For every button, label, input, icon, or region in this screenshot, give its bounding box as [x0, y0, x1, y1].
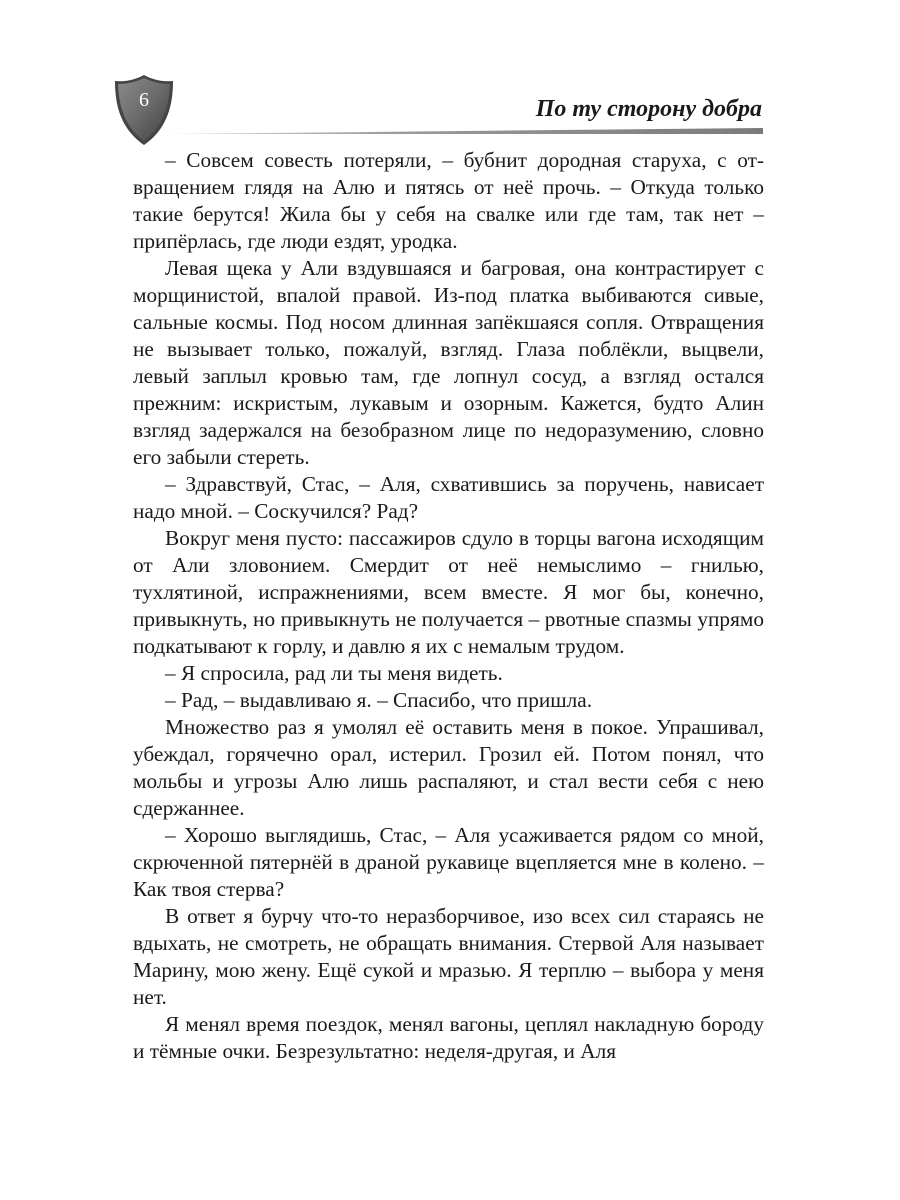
page-header	[0, 0, 900, 150]
paragraph: – Совсем совесть потеряли, – бубнит дородная старуха, с отвращением глядя на Алю и пятясь от неё прочь. – Откуда только такие берутся! Жила бы у себя на свалке или где там, так нет – припёрлась, где люди ездят, уродка.	[133, 148, 764, 253]
paragraph: – Я спросила, рад ли ты меня видеть.	[165, 661, 503, 685]
paragraph: – Рад, – выдавливаю я. – Спасибо, что пришла.	[165, 688, 593, 712]
body-text	[133, 147, 764, 1065]
page-number: 6	[139, 89, 149, 111]
running-title: По ту сторону добра	[535, 96, 762, 122]
paragraph: – Хорошо выглядишь, Стас, – Аля усаживается рядом со мной, скрюченной пятернёй в драной рукавице вцепляется мне в колено. – Как твоя стерва?	[133, 823, 764, 901]
paragraph: Левая щека у Али вздувшаяся и багровая, она контрастирует с морщинистой, впалой правой. Из-под платка выбиваются сивые, сальные космы. Под носом длинная запёкшаяся сопля. Отвращения не вызывает только, пожалуй, взгляд. Глаза поблёкли, выцвели, левый заплыл кровью там, где лопнул сосуд, а взгляд остался прежним: искристым, лукавым и озорным. Кажется, будто Алин взгляд задержался на безобразном лице по недоразумению, словно его забыли стереть.	[133, 256, 764, 469]
paragraph: Множество раз я умолял её оставить меня в покое. Упрашивал, убеждал, горячечно орал, истерил. Грозил ей. Потом понял, что мольбы и угрозы Алю лишь распаляют, и стал вести себя с нею сдержаннее.	[133, 715, 764, 820]
paragraph: Вокруг меня пусто: пассажиров сдуло в торцы вагона исходящим от Али зловонием. Смердит от неё немыслимо – гнилью, тухлятиной, испражнениями, всем вместе. Я мог бы, конечно, привыкнуть, но привыкнуть не получается – рвотные спазмы упрямо подкатывают к горлу, и давлю я их с немалым трудом.	[133, 526, 764, 658]
header-rule	[165, 127, 763, 135]
paragraph: – Здравствуй, Стас, – Аля, схватившись за поручень, нависает надо мной. – Соскучился? Рад?	[133, 472, 764, 523]
paragraph: В ответ я бурчу что-то неразборчивое, изо всех сил стараясь не вдыхать, не смотреть, не обращать внимания. Стервой Аля называет Марину, мою жену. Ещё сукой и мразью. Я терплю – выбора у меня нет.	[133, 904, 764, 1009]
paragraph: Я менял время поездок, менял вагоны, цеплял накладную бороду и тёмные очки. Безрезультатно: неделя-другая, и Аля	[133, 1012, 764, 1063]
